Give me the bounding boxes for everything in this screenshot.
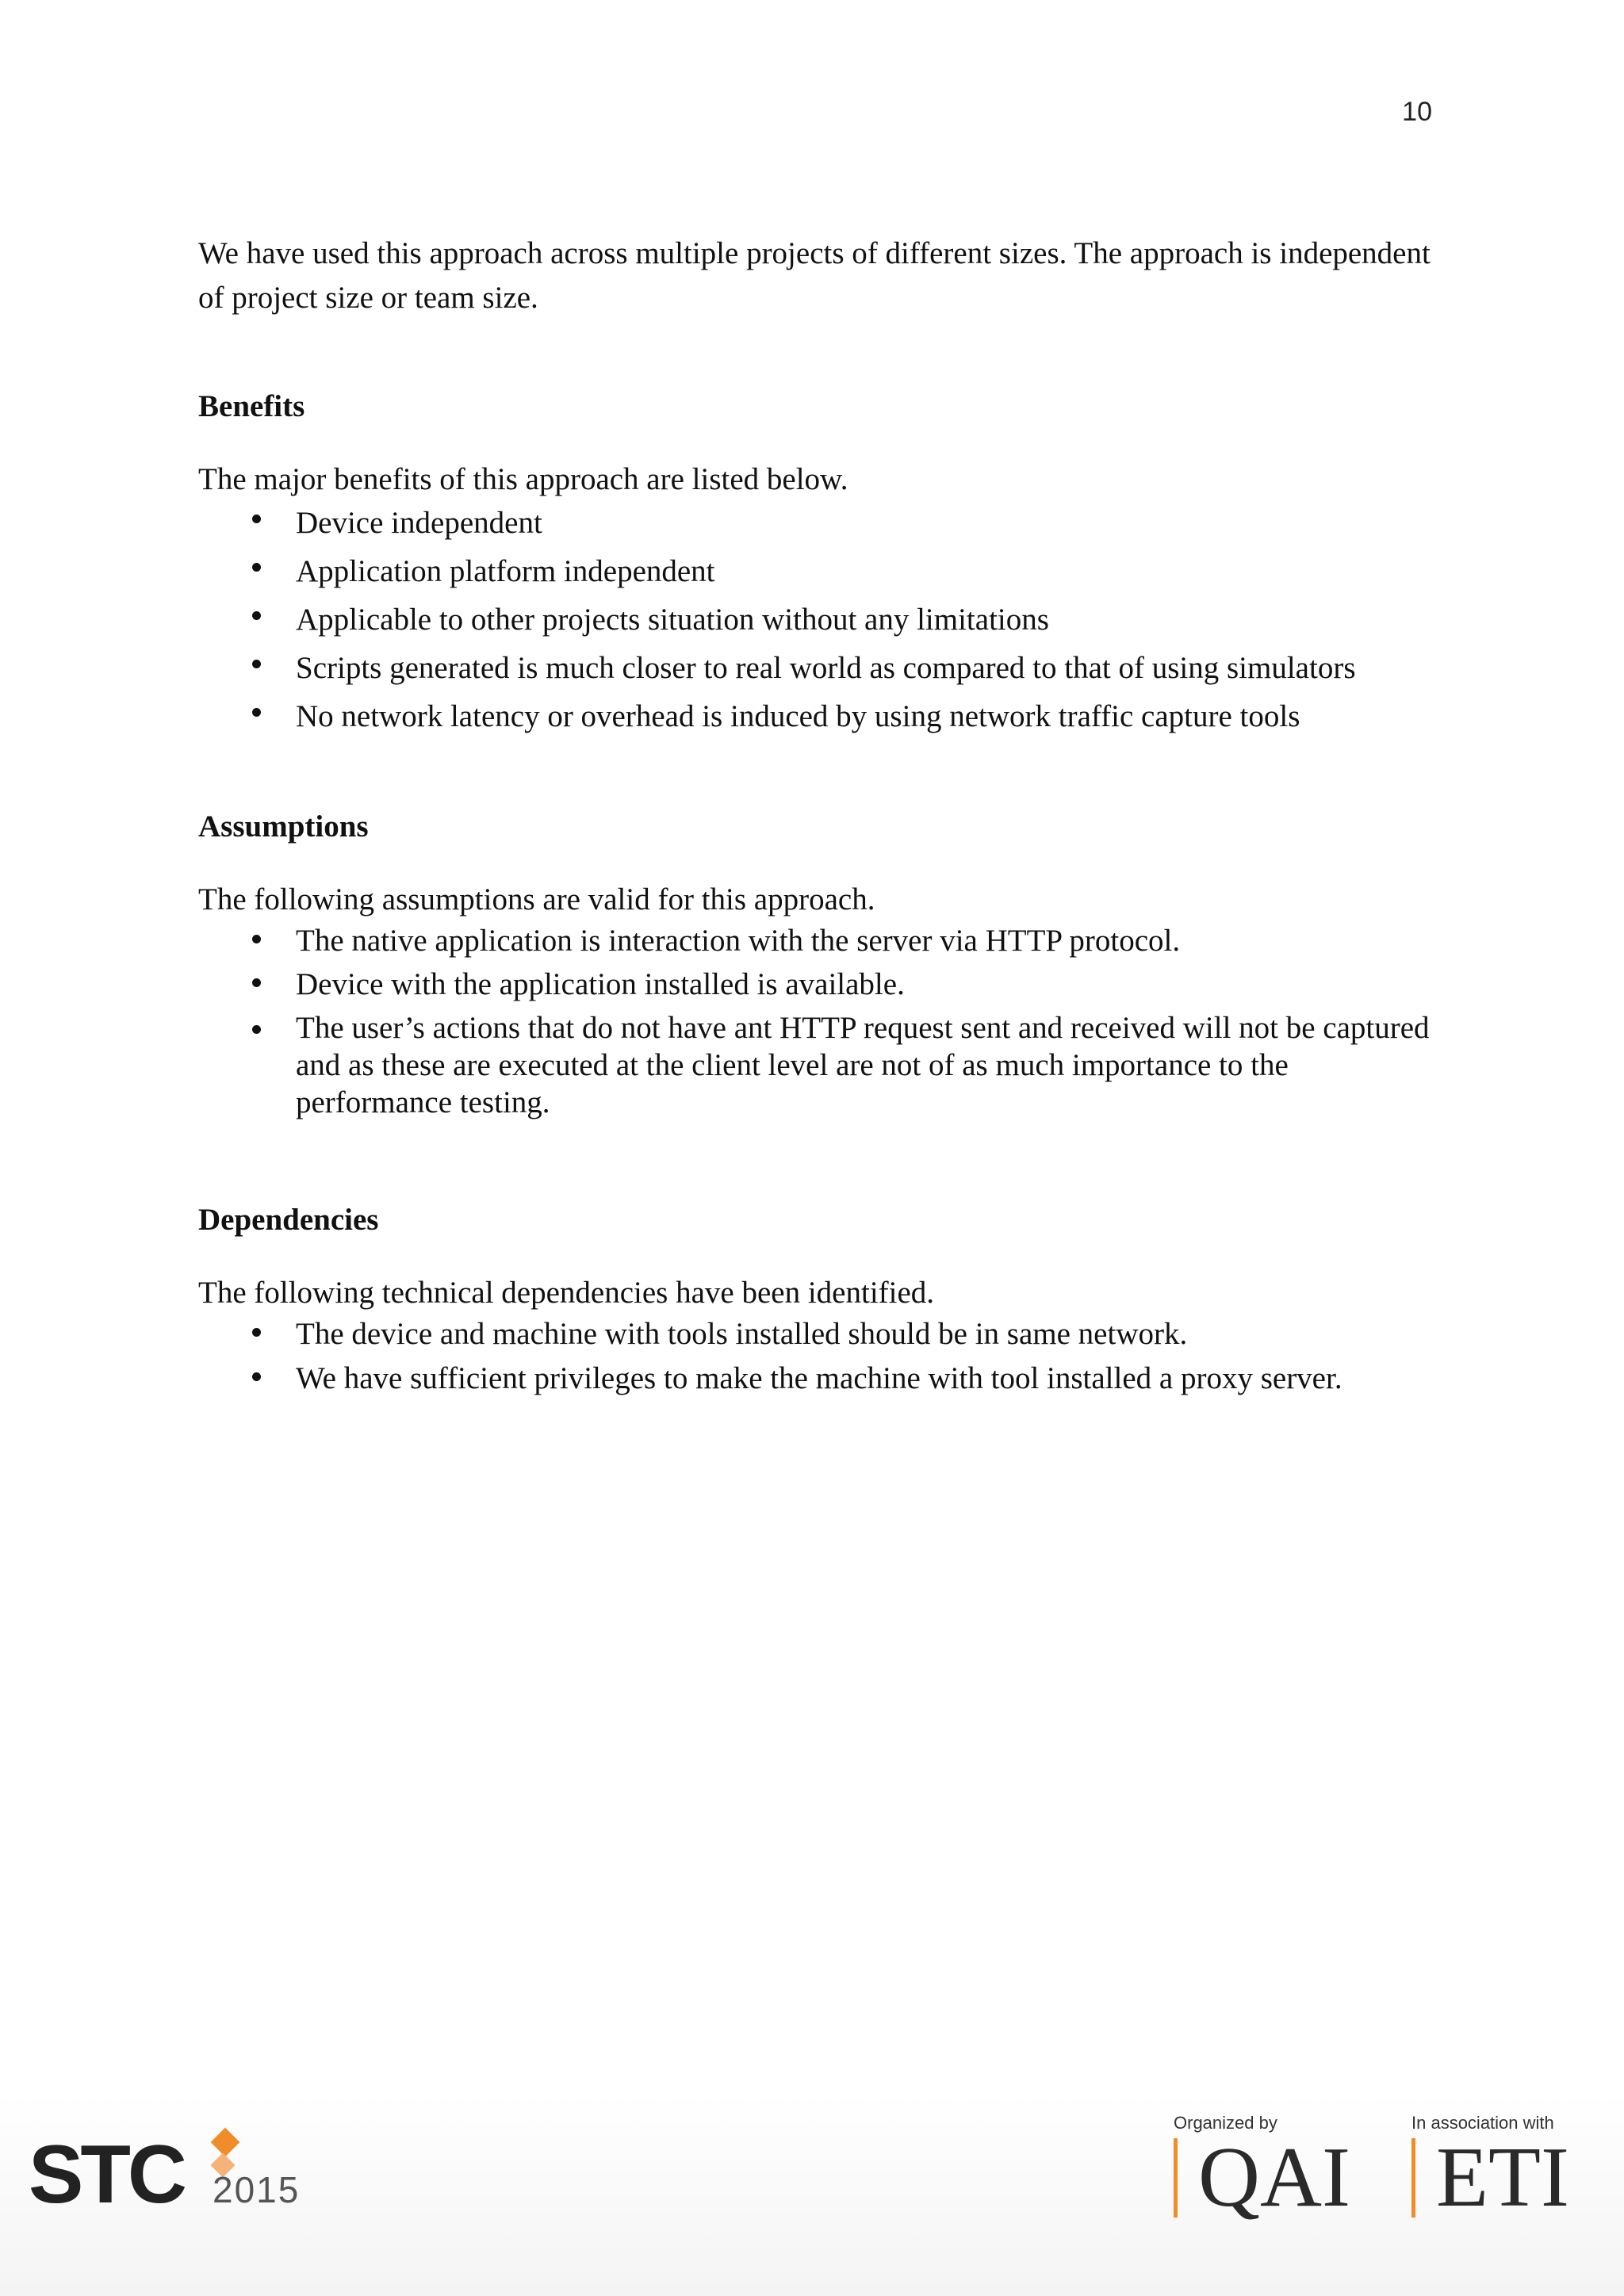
bullet-icon: [252, 708, 261, 717]
association-caption: In association with: [1411, 2113, 1554, 2133]
qai-logo: [1174, 2113, 1350, 2225]
qai-logo-text: QAI: [1198, 2130, 1350, 2225]
list-item: [198, 1357, 1342, 1401]
qai-accent-bar: [1174, 2138, 1178, 2218]
stc-diamond-icon: [211, 2128, 240, 2157]
stc-logo-year: 2015: [213, 2169, 301, 2210]
dependencies-heading: Dependencies: [198, 1203, 379, 1237]
list-item: [198, 595, 1356, 644]
list-item: [198, 547, 1356, 595]
dependencies-list: [198, 1312, 1342, 1401]
document-body: [198, 232, 1435, 1395]
list-item-text: Applicable to other projects situation without any limitations: [296, 603, 1049, 637]
list-item: [198, 919, 1435, 962]
stc-2015-logo: [29, 2125, 314, 2216]
stc-logo-text: STC: [29, 2129, 184, 2212]
dependencies-section: [198, 1200, 1342, 1401]
assumptions-section: [198, 807, 1435, 1121]
list-item: [198, 1009, 1435, 1121]
list-item: [198, 1312, 1342, 1357]
list-item-text: We have sufficient privileges to make the machine with tool installed a proxy server.: [296, 1361, 1342, 1395]
bullet-icon: [252, 1372, 261, 1381]
benefits-list: [198, 499, 1356, 740]
page-number: 10: [1402, 97, 1432, 127]
assumptions-lead: The following assumptions are valid for this approach.: [198, 882, 875, 916]
list-item-text: Scripts generated is much closer to real world as compared to that of using simulators: [296, 651, 1356, 685]
bullet-icon: [252, 978, 261, 987]
organized-by-caption: Organized by: [1174, 2113, 1277, 2133]
bullet-icon: [252, 935, 261, 943]
list-item-text: Device independent: [296, 506, 542, 540]
stc-logo-icon: [29, 2125, 314, 2212]
list-item-text: Device with the application installed is available.: [296, 967, 905, 1001]
list-item-text: Application platform independent: [296, 554, 715, 588]
eti-logo-text: ETI: [1436, 2130, 1569, 2225]
assumptions-list: [198, 919, 1435, 1121]
benefits-heading: Benefits: [198, 389, 305, 423]
dependencies-lead: The following technical dependencies have been identified.: [198, 1276, 935, 1310]
benefits-section: [198, 387, 1356, 740]
bullet-icon: [252, 515, 261, 523]
list-item: [198, 962, 1435, 1006]
list-item: [198, 692, 1356, 740]
list-item-text: The user’s actions that do not have ant HTTP request sent and received will not be captured and as these are executed at the client level are not of as much importance to the performance testing.: [296, 1011, 1430, 1119]
eti-accent-bar: [1411, 2138, 1415, 2218]
bullet-icon: [252, 660, 261, 668]
list-item-text: No network latency or overhead is induced by using network traffic capture tools: [296, 699, 1300, 733]
bullet-icon: [252, 1025, 261, 1034]
list-item: [198, 644, 1356, 692]
intro-paragraph: We have used this approach across multiple projects of different sizes. The approach is independent of project size or team size.: [198, 236, 1431, 315]
eti-logo: [1411, 2113, 1569, 2225]
bullet-icon: [252, 611, 261, 620]
assumptions-heading: Assumptions: [198, 809, 369, 844]
list-item: [198, 499, 1356, 547]
list-item-text: The device and machine with tools installed should be in same network.: [296, 1317, 1188, 1351]
list-item-text: The native application is interaction with the server via HTTP protocol.: [296, 924, 1181, 958]
bullet-icon: [252, 1328, 261, 1337]
bullet-icon: [252, 563, 261, 572]
benefits-lead: The major benefits of this approach are listed below.: [198, 462, 848, 496]
